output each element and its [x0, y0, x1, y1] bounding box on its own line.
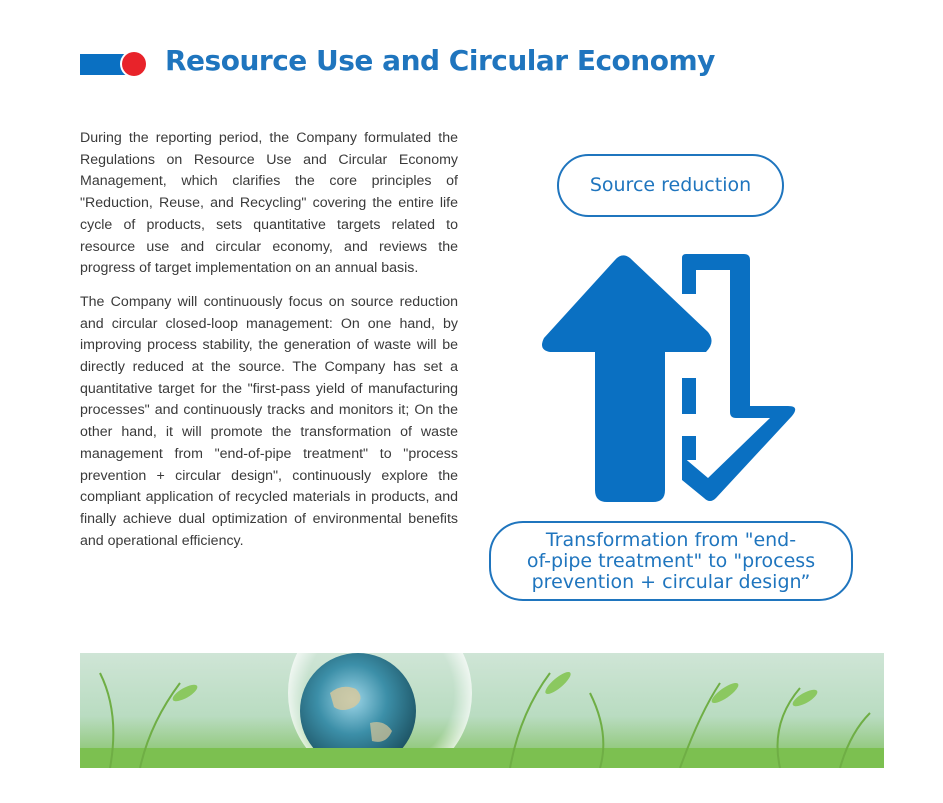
down-arrow-outline: [682, 254, 795, 501]
up-down-arrows-icon: [530, 240, 820, 515]
globe-in-grass-banner: [80, 653, 884, 768]
transformation-label-line1: Transformation from "end-: [545, 529, 797, 551]
down-arrow-segment: [682, 378, 696, 414]
paragraph-1: During the reporting period, the Company formulated the Regulations on Resource Use and Circular Economy Management, which clarifies the core principles of "Reduction, Reuse, and Recycling" covering the entire life cycle of products, sets quantitative targets related to resource use and circular economy, and reviews the progress of target implementation on an annual basis.: [80, 130, 458, 277]
transformation-label-line3: prevention + circular design”: [531, 571, 811, 593]
source-reduction-label: Source reduction: [557, 154, 784, 217]
header-marker: [80, 51, 148, 77]
body-text: [80, 128, 458, 564]
transformation-label-line2: of-pipe treatment" to "process: [526, 550, 816, 572]
header-marker-dot: [122, 52, 146, 76]
page-title: Resource Use and Circular Economy: [165, 44, 715, 77]
paragraph-2: The Company will continuously focus on source reduction and circular closed-loop management: On one hand, by improving process stability, the generation of waste will be directly reduced at the source. The Company has set a quantitative target for the "first-pass yield of manufacturing processes" and continuously tracks and monitors it; On the other hand, it will promote the transformation of waste management from "end-of-pipe treatment" to "process prevention + circular design", continuously explore the compliant application of recycled materials in products, and finally achieve dual optimization of environmental benefits and operational efficiency.: [80, 293, 458, 549]
down-arrow-segment: [682, 436, 696, 460]
transformation-label: [489, 521, 853, 601]
